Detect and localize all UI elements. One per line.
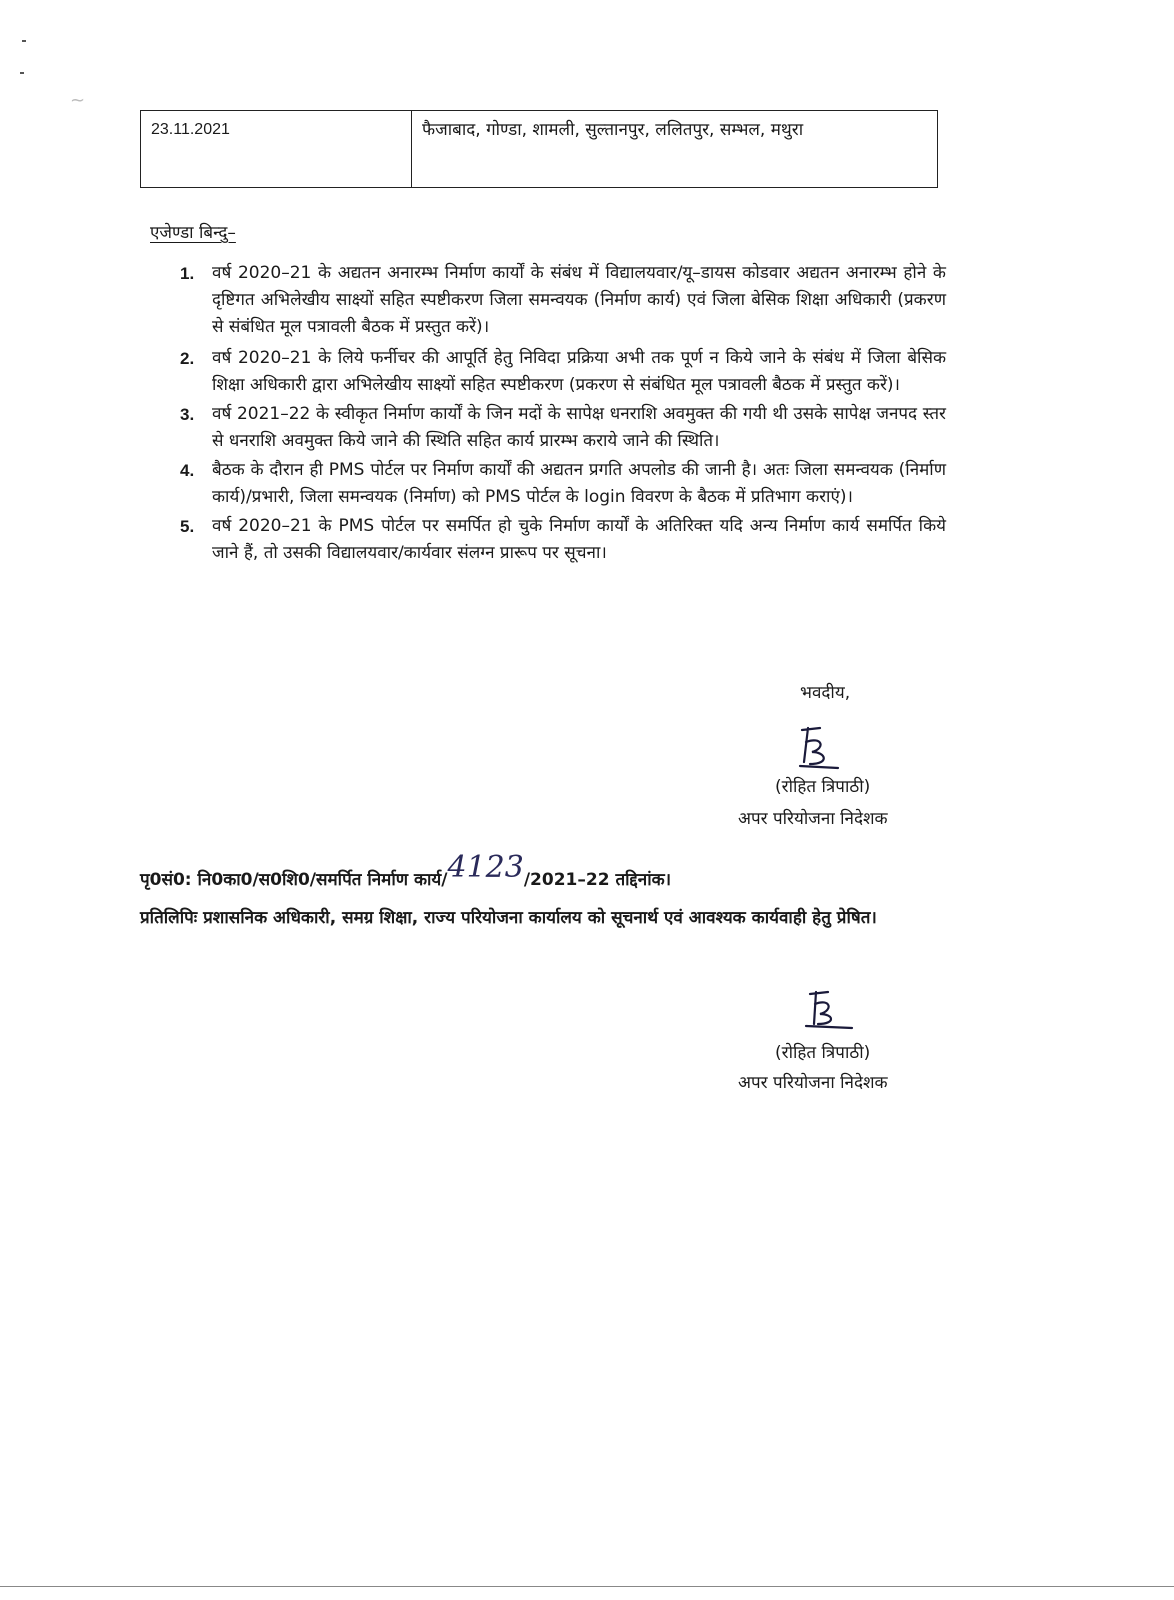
agenda-item-number: 5. — [180, 517, 195, 536]
agenda-list — [180, 260, 946, 569]
signatory-name: (रोहित त्रिपाठी) — [775, 777, 871, 797]
reference-prefix: पृ0सं0: नि0का0/स0शि0/समर्पित निर्माण कार्य/ — [140, 870, 448, 890]
agenda-item-number: 3. — [180, 405, 195, 424]
scan-speck — [22, 40, 26, 42]
scan-edge-line — [0, 1586, 1174, 1587]
valediction: भवदीय, — [800, 683, 851, 703]
meeting-date: 23.11.2021 — [141, 111, 412, 188]
agenda-item — [180, 345, 946, 399]
signature-mark — [800, 988, 860, 1034]
reference-suffix: /2021–22 तद्दिनांक। — [523, 870, 672, 890]
district-list: फैजाबाद, गोण्डा, शामली, सुल्तानपुर, ललितपुर, सम्भल, मथुरा — [412, 111, 938, 188]
agenda-item — [180, 457, 946, 511]
signature-mark — [790, 722, 850, 772]
signatory-designation: अपर परियोजना निदेशक — [738, 1073, 888, 1093]
agenda-item — [180, 401, 946, 455]
agenda-item — [180, 513, 946, 567]
scan-smudge: ~ — [70, 90, 86, 111]
copy-to-text: प्रतिलिपिः प्रशासनिक अधिकारी, समग्र शिक्षा, राज्य परियोजना कार्यालय को सूचनार्थ एवं आवश्यक कार्यवाही हेतु प्रेषित। — [140, 908, 877, 928]
agenda-item — [180, 260, 946, 341]
handwritten-reference-number: 4123 — [447, 850, 524, 885]
agenda-item-text: वर्ष 2020–21 के अद्यतन अनारम्भ निर्माण कार्यों के संबंध में विद्यालयवार/यू–डायस कोडवार अद्यतन अनारम्भ होने के दृष्टिगत अभिलेखीय साक्ष्यों सहित स्पष्टीकरण जिला समन्वयक (निर्माण कार्य) एवं जिला बेसिक शिक्षा अधिकारी (प्रकरण से संबंधित मूल पत्रावली बैठक में प्रस्तुत करें)। — [212, 263, 946, 337]
agenda-item-text: वर्ष 2020–21 के लिये फर्नीचर की आपूर्ति हेतु निविदा प्रक्रिया अभी तक पूर्ण न किये जाने के संबंध में जिला बेसिक शिक्षा अधिकारी द्वारा अभिलेखीय साक्ष्यों सहित स्पष्टीकरण (प्रकरण से संबंधित मूल पत्रावली बैठक में प्रस्तुत करें)। — [212, 348, 946, 395]
agenda-item-number: 4. — [180, 461, 195, 480]
agenda-item-text: वर्ष 2021–22 के स्वीकृत निर्माण कार्यों के जिन मदों के सापेक्ष धनराशि अवमुक्त की गयी थी उसके सापेक्ष जनपद स्तर से धनराशि अवमुक्त किये जाने की स्थिति सहित कार्य प्रारम्भ कराये जाने की स्थिति। — [212, 404, 946, 451]
schedule-table — [140, 110, 938, 188]
signatory-name: (रोहित त्रिपाठी) — [775, 1043, 871, 1063]
agenda-item-number: 1. — [180, 264, 195, 283]
agenda-item-text: वर्ष 2020–21 के PMS पोर्टल पर समर्पित हो चुके निर्माण कार्यों के अतिरिक्त यदि अन्य निर्माण कार्य समर्पित किये जाने हैं, तो उसकी विद्यालयवार/कार्यवार संलग्न प्रारूप पर सूचना। — [212, 516, 946, 563]
scan-speck — [20, 72, 24, 74]
signatory-designation: अपर परियोजना निदेशक — [738, 809, 888, 829]
agenda-item-number: 2. — [180, 349, 195, 368]
agenda-item-text: बैठक के दौरान ही PMS पोर्टल पर निर्माण कार्यों की अद्यतन प्रगति अपलोड की जानी है। अतः जिला समन्वयक (निर्माण कार्य)/प्रभारी, जिला समन्वयक (निर्माण) को PMS पोर्टल के login विवरण के बैठक में प्रतिभाग कराएं)। — [212, 460, 946, 507]
reference-line — [140, 850, 672, 893]
agenda-heading: एजेण्डा बिन्दु– — [150, 223, 236, 243]
table-row — [141, 111, 938, 188]
